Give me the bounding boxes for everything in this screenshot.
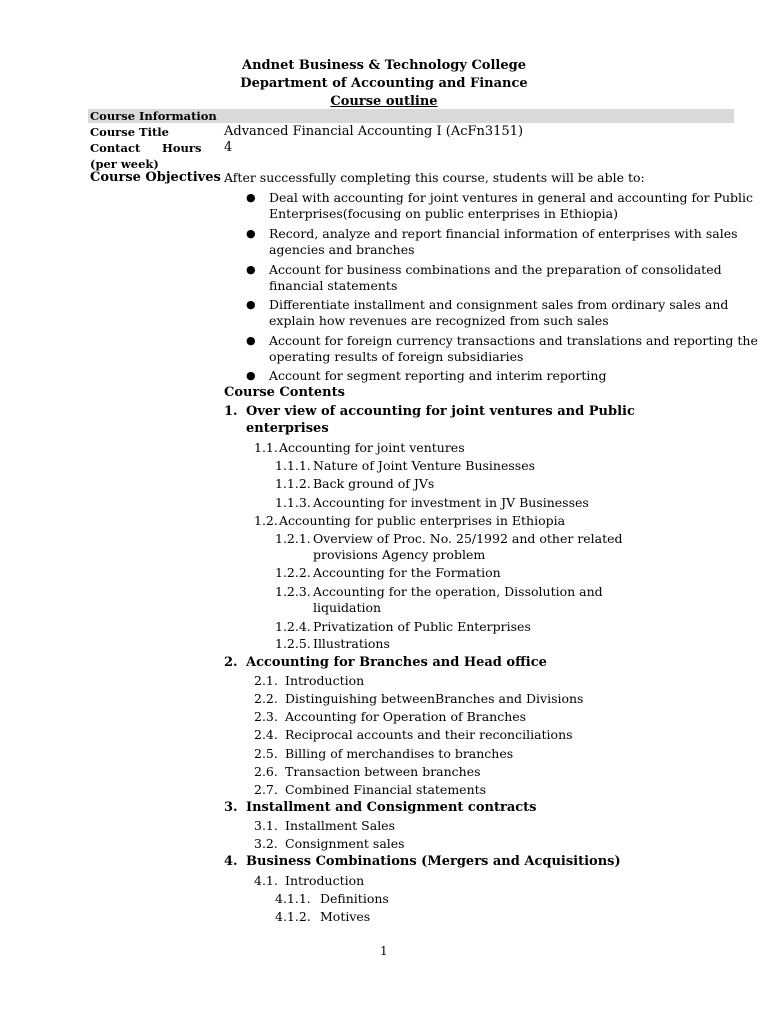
contact-hours-label-c: (per week) <box>90 157 159 171</box>
outline-number: 2.1. <box>254 673 278 688</box>
outline-number: 3.2. <box>254 836 278 851</box>
outline-number: 1.1.3. <box>275 495 311 510</box>
page-number: 1 <box>380 944 388 958</box>
course-title-label: Course Title <box>90 125 169 139</box>
bullet-icon: ● <box>246 298 256 311</box>
course-contents-heading: Course Contents <box>224 385 345 400</box>
objective-line: explain how revenues are recognized from such sales <box>269 313 609 328</box>
outline-text: Consignment sales <box>285 836 405 851</box>
outline-text: Back ground of JVs <box>313 476 435 491</box>
outline-number: 1. <box>224 404 238 419</box>
course-objectives-intro: After successfully completing this course, students will be able to: <box>224 170 645 185</box>
outline-text: Accounting for the Formation <box>313 565 501 580</box>
outline-text: Accounting for joint ventures <box>279 440 465 455</box>
outline-text: Reciprocal accounts and their reconciliations <box>285 727 573 742</box>
outline-number: 2.5. <box>254 746 278 761</box>
outline-text: liquidation <box>313 600 382 615</box>
outline-number: 2.3. <box>254 709 278 724</box>
contact-hours-label-b: Hours <box>162 141 202 155</box>
objective-line: Enterprises(focusing on public enterprises in Ethiopia) <box>269 206 618 221</box>
outline-text: Installment and Consignment contracts <box>246 800 537 815</box>
course-information-label: Course Information <box>90 109 217 123</box>
department-name: Department of Accounting and Finance <box>240 76 528 91</box>
bullet-icon: ● <box>246 227 256 240</box>
outline-number: 1.1.1. <box>275 458 311 473</box>
college-name: Andnet Business & Technology College <box>242 58 526 73</box>
outline-text: provisions Agency problem <box>313 547 486 562</box>
outline-text: Accounting for public enterprises in Ethiopia <box>279 513 566 528</box>
outline-text: Accounting for Branches and Head office <box>246 655 547 670</box>
outline-number: 2.6. <box>254 764 278 779</box>
outline-text: Distinguishing betweenBranches and Divisions <box>285 691 584 706</box>
outline-number: 2.2. <box>254 691 278 706</box>
outline-text: Motives <box>320 909 371 924</box>
outline-text: Combined Financial statements <box>285 782 487 797</box>
outline-number: 1.2.3. <box>275 584 311 599</box>
outline-number: 4. <box>224 854 238 869</box>
outline-text: Business Combinations (Mergers and Acquisitions) <box>246 854 621 869</box>
objective-line: Account for segment reporting and interim reporting <box>269 368 607 383</box>
outline-text: enterprises <box>246 421 329 436</box>
outline-text: Introduction <box>285 673 365 688</box>
contact-hours-label-a: Contact <box>90 141 141 155</box>
outline-text: Overview of Proc. No. 25/1992 and other related <box>313 531 623 546</box>
outline-text: Over view of accounting for joint ventures and Public <box>246 404 635 419</box>
outline-number: 1.2. <box>254 513 278 528</box>
outline-number: 1.1. <box>254 440 278 455</box>
outline-number: 1.2.4. <box>275 619 311 634</box>
outline-text: Installment Sales <box>285 818 395 833</box>
outline-number: 1.2.5. <box>275 636 311 651</box>
document-title: Course outline <box>330 94 438 109</box>
outline-text: Privatization of Public Enterprises <box>313 619 531 634</box>
outline-number: 2.7. <box>254 782 278 797</box>
course-objectives-label: Course Objectives <box>90 170 221 185</box>
outline-number: 2.4. <box>254 727 278 742</box>
outline-number: 4.1.1. <box>275 891 311 906</box>
outline-text: Accounting for investment in JV Businesses <box>313 495 589 510</box>
outline-number: 4.1.2. <box>275 909 311 924</box>
outline-number: 3.1. <box>254 818 278 833</box>
objective-line: Deal with accounting for joint ventures in general and accounting for Public <box>269 190 754 205</box>
outline-number: 1.1.2. <box>275 476 311 491</box>
outline-text: Billing of merchandises to branches <box>285 746 514 761</box>
outline-number: 1.2.2. <box>275 565 311 580</box>
outline-number: 1.2.1. <box>275 531 311 546</box>
objective-line: Record, analyze and report financial information of enterprises with sales <box>269 226 738 241</box>
outline-text: Transaction between branches <box>285 764 481 779</box>
outline-text: Nature of Joint Venture Businesses <box>313 458 536 473</box>
objective-line: Account for foreign currency transactions and translations and reporting the <box>269 333 758 348</box>
bullet-icon: ● <box>246 263 256 276</box>
objective-line: Differentiate installment and consignment sales from ordinary sales and <box>269 297 729 312</box>
outline-number: 4.1. <box>254 873 278 888</box>
bullet-icon: ● <box>246 334 256 347</box>
outline-text: Accounting for Operation of Branches <box>285 709 527 724</box>
outline-number: 2. <box>224 655 238 670</box>
outline-text: Accounting for the operation, Dissolution and <box>313 584 603 599</box>
objective-line: agencies and branches <box>269 242 415 257</box>
outline-text: Definitions <box>320 891 389 906</box>
objective-line: Account for business combinations and the preparation of consolidated <box>269 262 722 277</box>
outline-number: 3. <box>224 800 238 815</box>
bullet-icon: ● <box>246 191 256 204</box>
bullet-icon: ● <box>246 369 256 382</box>
course-title-value: Advanced Financial Accounting I (AcFn3151) <box>224 124 524 139</box>
objective-line: operating results of foreign subsidiaries <box>269 349 524 364</box>
outline-text: Illustrations <box>313 636 390 651</box>
objective-line: financial statements <box>269 278 398 293</box>
contact-hours-value: 4 <box>224 140 233 155</box>
outline-text: Introduction <box>285 873 365 888</box>
